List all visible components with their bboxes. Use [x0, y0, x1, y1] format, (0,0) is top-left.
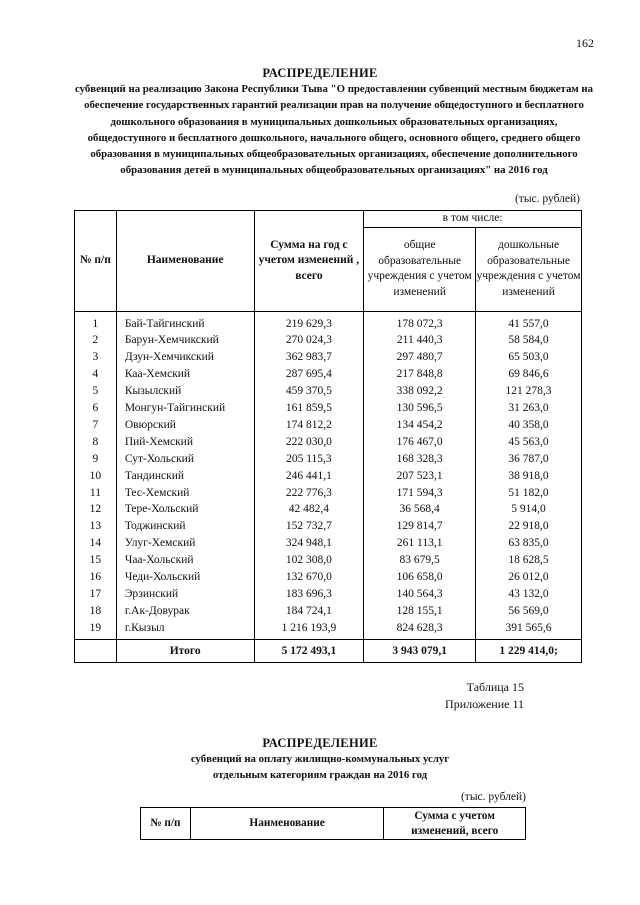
housing-subsidy-table	[140, 807, 526, 840]
row-total: 324 948,1	[254, 535, 364, 552]
row-general: 129 814,7	[364, 518, 476, 535]
row-num: 13	[75, 518, 117, 535]
row-num: 5	[75, 383, 117, 400]
table-row	[75, 451, 582, 468]
total-total: 5 172 493,1	[254, 639, 364, 662]
appendix-label: Приложение 11	[445, 697, 524, 711]
row-name: Тере-Хольский	[116, 501, 254, 518]
row-preschool: 22 918,0	[476, 518, 582, 535]
row-general: 106 658,0	[364, 569, 476, 586]
row-num: 4	[75, 366, 117, 383]
table-row	[75, 501, 582, 518]
header-total: Сумма с учетом изменений, всего	[384, 808, 526, 840]
row-general: 207 523,1	[364, 468, 476, 485]
section1-subtitle: субвенций на реализацию Закона Республики Тыва "О предоставлении субвенций местным бюджетам на обеспечение государственных гарантий реализации прав на получение общедоступного и бесплатного дошкольного образования в муниципальных дошкольных образовательных организациях, общедоступного и бесплатного дошкольного, начального общего, основного общего, среднего общего образования в муниципальных общеобразовательных организациях, обеспечение дополнительного образования детей в муниципальных общеобразовательных организациях" на 2016 год	[74, 83, 594, 177]
total-preschool: 1 229 414,0;	[476, 639, 582, 662]
row-general: 130 596,5	[364, 400, 476, 417]
row-total: 1 216 193,9	[254, 620, 364, 639]
row-preschool: 41 557,0	[476, 311, 582, 332]
header-preschool: дошкольные образовательные учреждения с учетом изменений	[476, 227, 582, 311]
table-row	[75, 569, 582, 586]
row-preschool: 391 565,6	[476, 620, 582, 639]
row-general: 36 568,4	[364, 501, 476, 518]
row-general: 128 155,1	[364, 603, 476, 620]
table-row	[75, 417, 582, 434]
row-general: 217 848,8	[364, 366, 476, 383]
row-name: Дзун-Хемчикский	[116, 349, 254, 366]
table-row	[75, 552, 582, 569]
row-name: Чаа-Хольский	[116, 552, 254, 569]
row-name: Монгун-Тайгинский	[116, 400, 254, 417]
distribution-table	[74, 210, 582, 663]
row-total: 270 024,3	[254, 332, 364, 349]
row-general: 297 480,7	[364, 349, 476, 366]
row-name: Пий-Хемский	[116, 434, 254, 451]
row-general: 134 454,2	[364, 417, 476, 434]
header-num: № п/п	[75, 211, 117, 312]
total-label: Итого	[116, 639, 254, 662]
row-num: 11	[75, 485, 117, 502]
header-including: в том числе:	[364, 211, 582, 228]
row-total: 362 983,7	[254, 349, 364, 366]
row-name: Барун-Хемчикский	[116, 332, 254, 349]
row-preschool: 56 569,0	[476, 603, 582, 620]
page-number: 162	[576, 36, 594, 50]
row-preschool: 69 846,6	[476, 366, 582, 383]
table-row	[75, 620, 582, 639]
row-preschool: 63 835,0	[476, 535, 582, 552]
row-preschool: 38 918,0	[476, 468, 582, 485]
table-row	[75, 366, 582, 383]
table-row	[75, 400, 582, 417]
table-row	[75, 332, 582, 349]
table-label: Таблица 15	[466, 680, 524, 694]
row-total: 132 670,0	[254, 569, 364, 586]
row-name: Овюрский	[116, 417, 254, 434]
row-num: 8	[75, 434, 117, 451]
row-preschool: 40 358,0	[476, 417, 582, 434]
row-general: 168 328,3	[364, 451, 476, 468]
row-total: 42 482,4	[254, 501, 364, 518]
row-total: 102 308,0	[254, 552, 364, 569]
row-name: г.Кызыл	[116, 620, 254, 639]
row-preschool: 26 012,0	[476, 569, 582, 586]
total-general: 3 943 079,1	[364, 639, 476, 662]
row-total: 287 695,4	[254, 366, 364, 383]
row-num: 9	[75, 451, 117, 468]
row-name: Тандинский	[116, 468, 254, 485]
row-num: 18	[75, 603, 117, 620]
header-name: Наименование	[190, 808, 384, 840]
row-total: 183 696,3	[254, 586, 364, 603]
row-total: 152 732,7	[254, 518, 364, 535]
row-preschool: 36 787,0	[476, 451, 582, 468]
table-row	[75, 518, 582, 535]
section2-subtitle: субвенций на оплату жилищно-коммунальных услуг отдельным категориям граждан на 2016 год	[190, 753, 450, 782]
row-num: 2	[75, 332, 117, 349]
row-total: 205 115,3	[254, 451, 364, 468]
row-name: Сут-Хольский	[116, 451, 254, 468]
row-num: 17	[75, 586, 117, 603]
row-name: Кызылский	[116, 383, 254, 400]
table-row	[75, 349, 582, 366]
row-num: 14	[75, 535, 117, 552]
table-row	[75, 434, 582, 451]
row-name: Улуг-Хемский	[116, 535, 254, 552]
row-total: 222 030,0	[254, 434, 364, 451]
section2-heading: РАСПРЕДЕЛЕНИЕ	[262, 736, 378, 750]
header-total: Сумма на год с учетом изменений , всего	[254, 211, 364, 312]
table-row	[75, 468, 582, 485]
total-row	[75, 639, 582, 662]
row-general: 211 440,3	[364, 332, 476, 349]
row-preschool: 65 503,0	[476, 349, 582, 366]
total-num-cell	[75, 639, 117, 662]
header-name: Наименование	[116, 211, 254, 312]
row-num: 15	[75, 552, 117, 569]
row-name: Тес-Хемский	[116, 485, 254, 502]
row-num: 1	[75, 311, 117, 332]
header-general: общие образовательные учреждения с учетом изменений	[364, 227, 476, 311]
row-total: 184 724,1	[254, 603, 364, 620]
row-num: 6	[75, 400, 117, 417]
row-preschool: 58 584,0	[476, 332, 582, 349]
row-num: 12	[75, 501, 117, 518]
row-general: 178 072,3	[364, 311, 476, 332]
row-preschool: 45 563,0	[476, 434, 582, 451]
row-total: 174 812,2	[254, 417, 364, 434]
row-total: 219 629,3	[254, 311, 364, 332]
section1-heading: РАСПРЕДЕЛЕНИЕ	[262, 66, 378, 80]
row-total: 161 859,5	[254, 400, 364, 417]
row-preschool: 51 182,0	[476, 485, 582, 502]
row-preschool: 5 914,0	[476, 501, 582, 518]
row-num: 3	[75, 349, 117, 366]
table-row	[75, 311, 582, 332]
row-general: 83 679,5	[364, 552, 476, 569]
row-total: 246 441,1	[254, 468, 364, 485]
row-preschool: 18 628,5	[476, 552, 582, 569]
row-general: 824 628,3	[364, 620, 476, 639]
row-num: 10	[75, 468, 117, 485]
table-row	[75, 603, 582, 620]
section1-unit: (тыс. рублей)	[514, 193, 580, 205]
table-row	[75, 485, 582, 502]
header-num: № п/п	[141, 808, 191, 840]
row-name: Бай-Тайгинский	[116, 311, 254, 332]
row-name: Чеди-Хольский	[116, 569, 254, 586]
row-general: 176 467,0	[364, 434, 476, 451]
row-name: г.Ак-Довурак	[116, 603, 254, 620]
section2-unit: (тыс. рублей)	[460, 791, 526, 803]
row-preschool: 31 263,0	[476, 400, 582, 417]
row-general: 338 092,2	[364, 383, 476, 400]
table-row	[75, 586, 582, 603]
row-num: 16	[75, 569, 117, 586]
row-preschool: 121 278,3	[476, 383, 582, 400]
table-row	[75, 383, 582, 400]
row-preschool: 43 132,0	[476, 586, 582, 603]
row-general: 140 564,3	[364, 586, 476, 603]
row-name: Тоджинский	[116, 518, 254, 535]
row-num: 19	[75, 620, 117, 639]
row-num: 7	[75, 417, 117, 434]
row-name: Каа-Хемский	[116, 366, 254, 383]
row-general: 261 113,1	[364, 535, 476, 552]
row-general: 171 594,3	[364, 485, 476, 502]
row-name: Эрзинский	[116, 586, 254, 603]
row-total: 222 776,3	[254, 485, 364, 502]
table-row	[75, 535, 582, 552]
row-total: 459 370,5	[254, 383, 364, 400]
